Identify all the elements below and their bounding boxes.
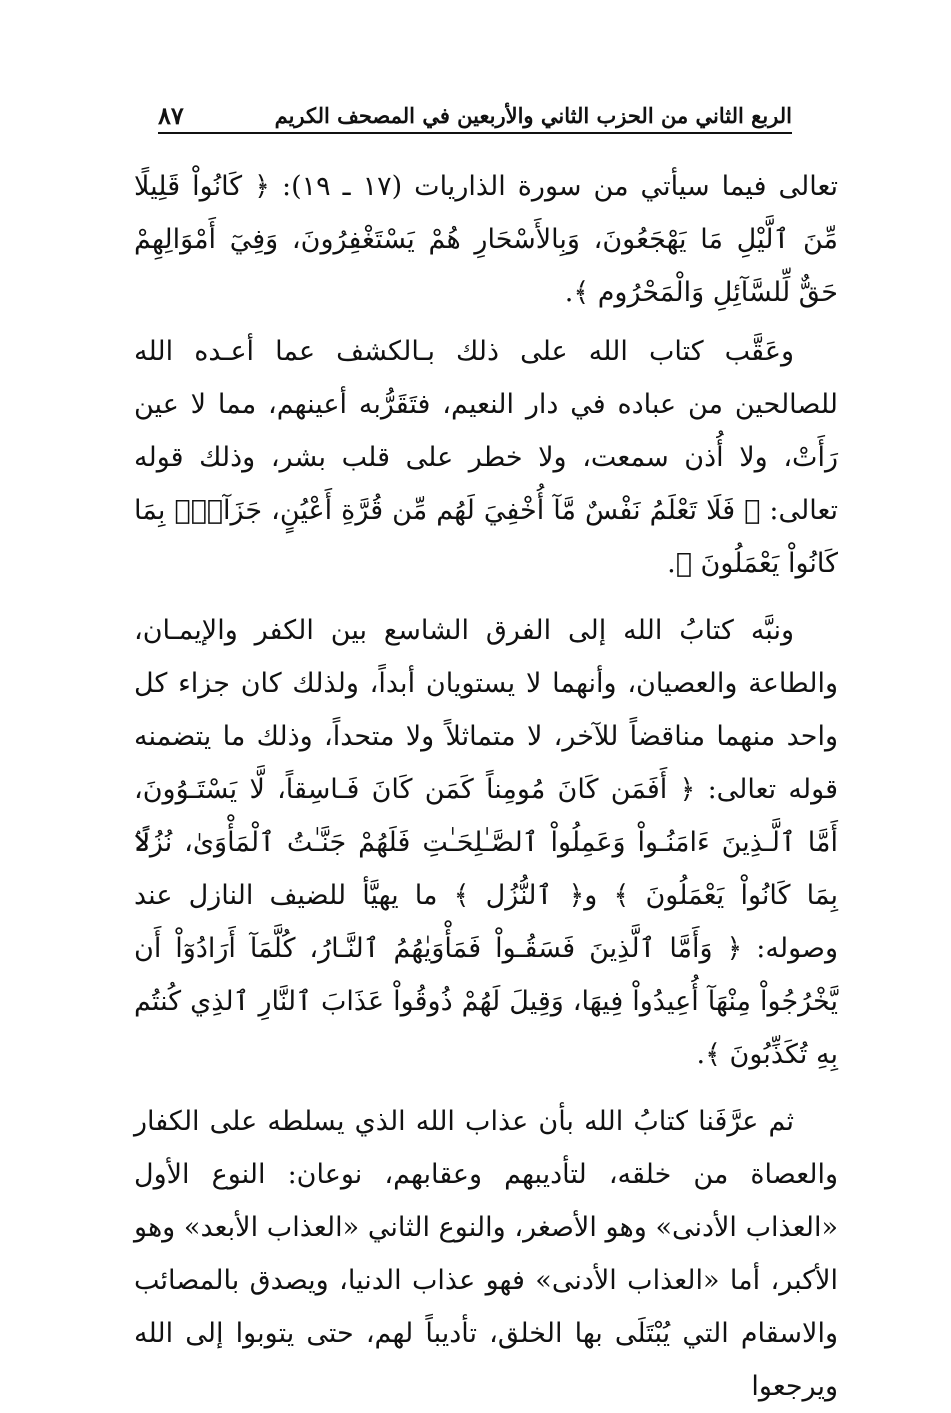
body-text [134, 160, 838, 1413]
paragraph-2: وعَقَّب كتاب الله على ذلك بـالكشف عما أعـده الله للصالحين من عباده في دار النعيم، فتَقَرُّبه أعينهم، مما لا عين رَأَتْ، ولا أُذن سمعت، ولا خطر على قلب بشر، وذلك قوله تعالى: ﴿ فَلَا تَعْلَمُ نَفْسٌ مَّآ أُخْفِيَ لَهُم مِّن قُرَّةِ أَعْيُنٍ، جَزَآءًۢ بِمَا كَانُواْ يَعْمَلُونَ ﴾. [134, 336, 838, 579]
page-number: ٨٧ [158, 101, 184, 130]
header-title: الربع الثاني من الحزب الثاني والأربعين في المصحف الكريم [274, 103, 792, 128]
paragraph-4: ثم عرَّفَنا كتابُ الله بأن عذاب الله الذي يسلطه على الكفار والعصاة من خلقه، لتأديبهم وعقابهم، نوعان: النوع الأول «العذاب الأدنى» وهو الأصغر، والنوع الثاني «العذاب الأبعد» وهو الأكبر، أما «العذاب الأدنى» فهو عذاب الدنيا، ويصدق بالمصائب والاسقام التي يُبْتَلَى بها الخلق، تأديباً لهم، حتى يتوبوا إلى الله ويرجعوا [134, 1106, 838, 1402]
paragraph-3: ونبَّه كتابُ الله إلى الفرق الشاسع بين الكفر والإيمـان، والطاعة والعصيان، وأنهما لا يستويان أبداً، ولذلك كان جزاء كل واحد منهما مناقضاً للآخر، لا متماثلاً ولا متحداً، وذلك ما يتضمنه قوله تعالى: ﴿ أَفَمَن كَانَ مُومِناً كَمَن كَانَ فَـاسِقاً، لَّا يَسْتَـوُونَ، أَمَّا ٱلَّـذِينَ ءَامَنُـواْ وَعَمِلُواْ ٱلصَّـٰلِحَـٰتِ فَلَهُمْ جَنَّـٰتُ ٱلْمَأْوَىٰ، نُزُلًاۢ بِمَا كَانُواْ يَعْمَلُونَ ﴾ و﴿ ٱلنُّزُل ﴾ ما يهيَّأ للضيف النازل عند وصوله: ﴿ وَأَمَّا ٱلَّذِينَ فَسَقُـواْ فَمَأْوَيٰهُمُ ٱلنَّـارُ، كُلَّمَآ أَرَادُوٓاْ أَن يَّخْرُجُواْ مِنْهَآ أُعِيدُواْ فِيهَا، وَقِيلَ لَهُمْ ذُوقُواْ عَذَابَ ٱلنَّارِ ٱلذِي كُنتُم بِهِ تُكَذِّبُونَ ﴾. [134, 615, 838, 1070]
paragraph-1: تعالى فيما سيأتي من سورة الذاريات (١٧ ـ ١٩): ﴿ كَانُواْ قَلِيلًا مِّنَ ٱلَّيْلِ مَا يَهْجَعُونَ، وَبِالأَسْحَارِ هُمْ يَسْتَغْفِرُونَ، وَفِيٓ أَمْوَالِهِمْ حَقٌّ لِّلسَّآئِلِ وَالْمَحْرُوم ﴾. [134, 171, 838, 308]
running-header [158, 92, 792, 134]
